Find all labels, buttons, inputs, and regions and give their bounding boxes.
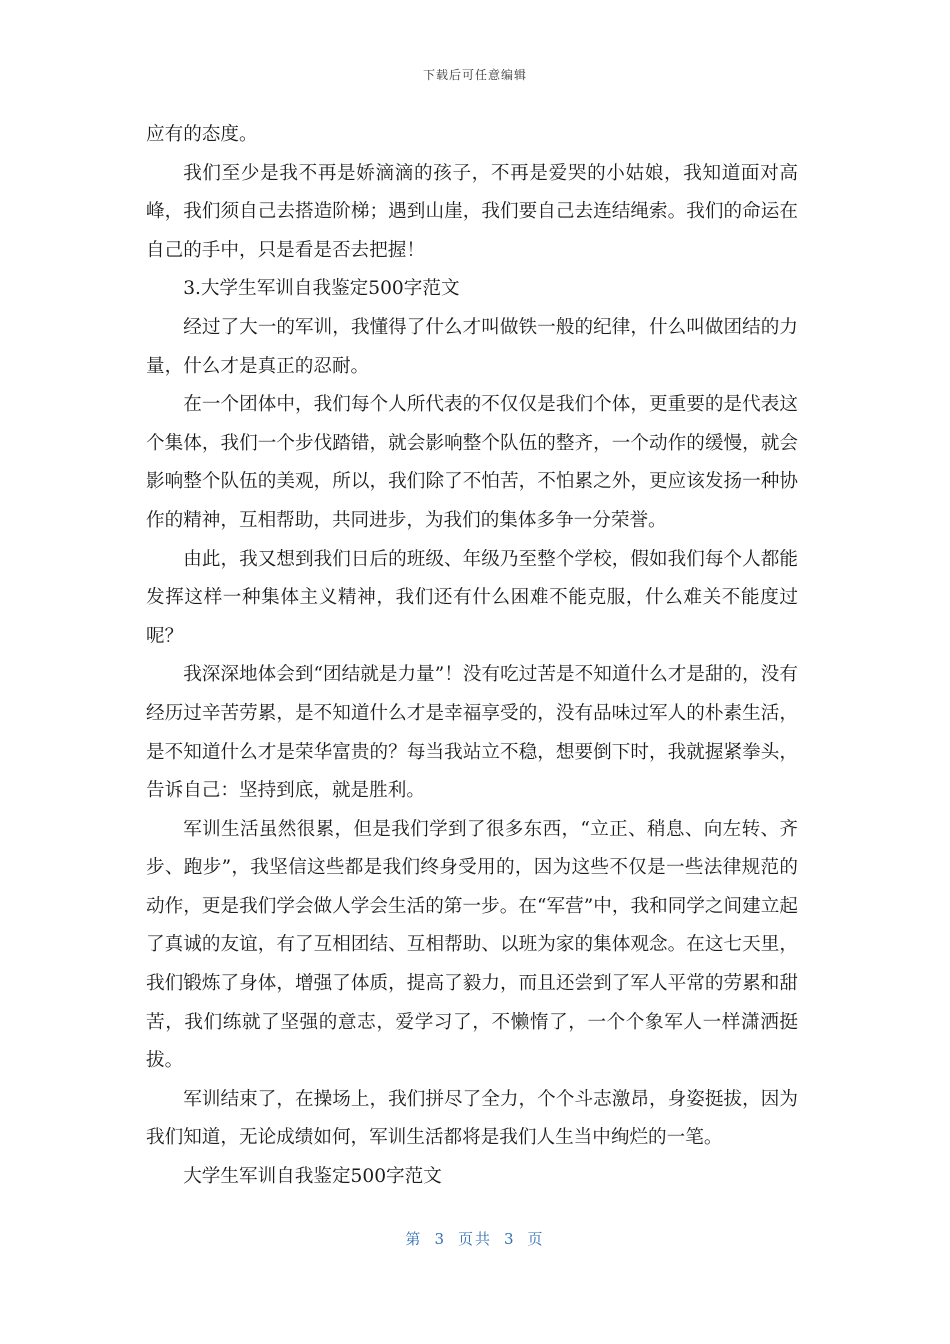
paragraph: 我深深地体会到“团结就是力量”！没有吃过苦是不知道什么才是甜的，没有经历过辛苦劳累，是不知道什么才是幸福享受的，没有品味过军人的朴素生活，是不知道什么才是荣华富贵的？每当我站立不稳，想要倒下时，我就握紧拳头，告诉自己：坚持到底，就是胜利。	[146, 664, 798, 802]
paragraph: 经过了大一的军训，我懂得了什么才叫做铁一般的纪律，什么叫做团结的力量，什么才是真正的忍耐。	[146, 316, 798, 377]
current-page-number: 3	[434, 1230, 446, 1248]
paragraph: 由此，我又想到我们日后的班级、年级乃至整个学校，假如我们每个人都能发挥这样一种集体主义精神，我们还有什么困难不能克服，什么难关不能度过呢？	[146, 548, 798, 647]
paragraph: 我们至少是我不再是娇滴滴的孩子，不再是爱哭的小姑娘，我知道面对高峰，我们须自己去搭造阶梯；遇到山崖，我们要自己去连结绳索。我们的命运在自己的手中，只是看是否去把握！	[146, 162, 798, 261]
page-label-middle: 页共	[457, 1230, 492, 1248]
page-label-prefix: 第	[405, 1230, 423, 1248]
paragraph-continuation: 应有的态度。	[146, 124, 258, 145]
paragraph: 军训结束了，在操场上，我们拼尽了全力，个个斗志激昂，身姿挺拔，因为我们知道，无论成绩如何，军训生活都将是我们人生当中绚烂的一笔。	[146, 1088, 798, 1149]
document-body	[146, 116, 798, 1197]
paragraph: 在一个团体中，我们每个人所代表的不仅仅是我们个体，更重要的是代表这个集体，我们一个步伐踏错，就会影响整个队伍的整齐，一个动作的缓慢，就会影响整个队伍的美观，所以，我们除了不怕苦，不怕累之外，更应该发扬一种协作的精神，互相帮助，共同进步，为我们的集体多争一分荣誉。	[146, 394, 798, 531]
total-pages-number: 3	[504, 1230, 516, 1248]
section-heading: 3.大学生军训自我鉴定500字范文	[183, 278, 460, 300]
page-label-suffix: 页	[527, 1230, 545, 1248]
page-footer	[0, 1228, 950, 1249]
page-header: 下载后可任意编辑	[422, 68, 527, 82]
paragraph: 军训生活虽然很累，但是我们学到了很多东西，“立正、稍息、向左转、齐步、跑步”，我坚信这些都是我们终身受用的，因为这些不仅是一些法律规范的动作，更是我们学会做人学会生活的第一步。在“军营”中，我和同学之间建立起了真诚的友谊，有了互相团结、互相帮助、以班为家的集体观念。在这七天里，我们锻炼了身体，增强了体质，提高了毅力，而且还尝到了军人平常的劳累和甜苦，我们练就了坚强的意志，爱学习了，不懒惰了，一个个象军人一样潇洒挺拔。	[146, 818, 798, 1072]
closing-title: 大学生军训自我鉴定500字范文	[183, 1166, 442, 1188]
